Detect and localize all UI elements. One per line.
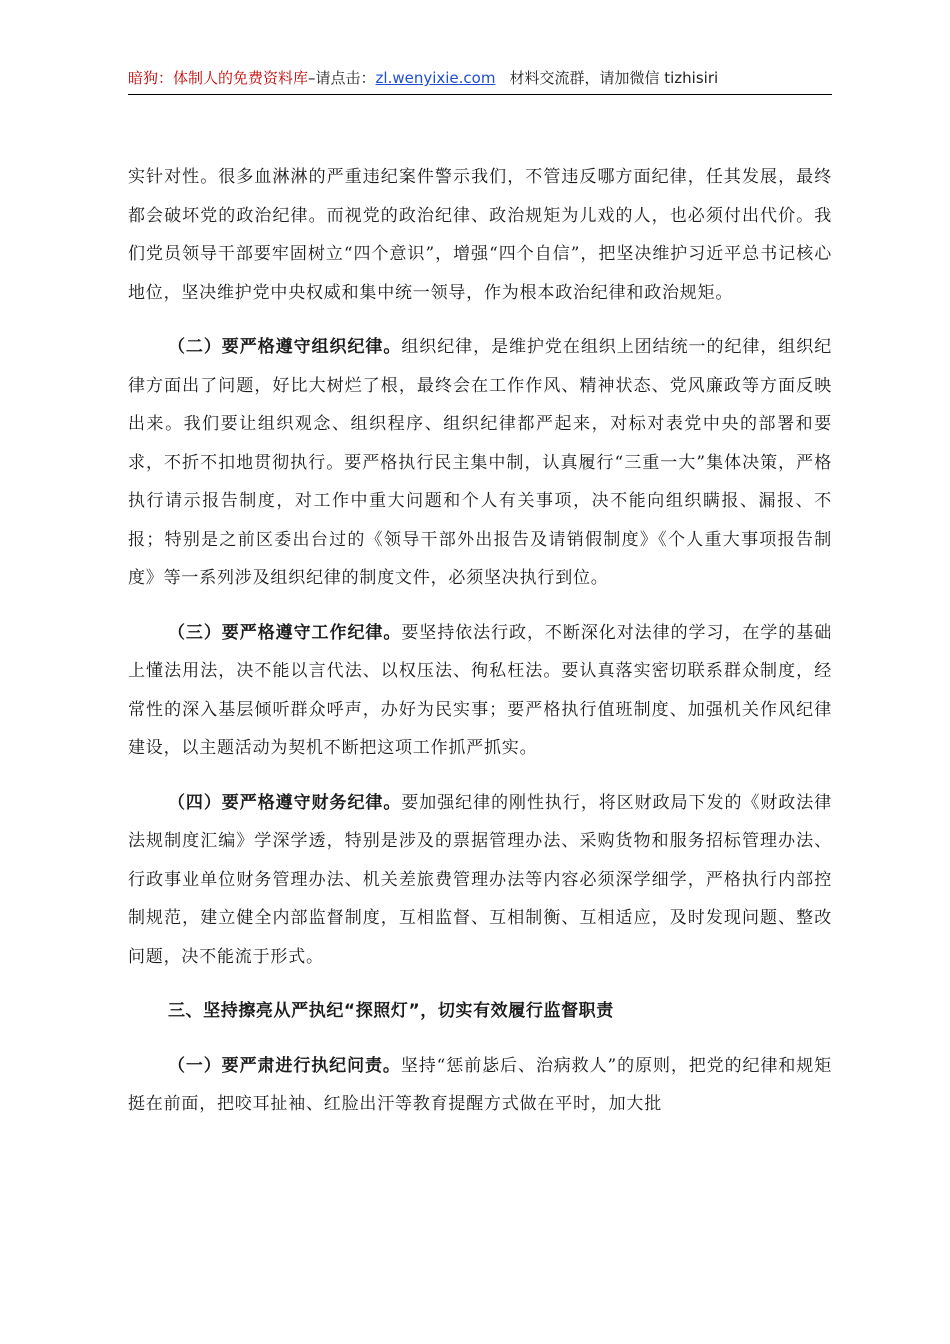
paragraph-text: 要坚持依法行政，不断深化对法律的学习，在学的基础上懂法用法，决不能以言代法、以权压法、徇私枉法。要认真落实密切联系群众制度，经常性的深入基层倾听群众呼声，办好为民实事；要严格执行值班制度、加强机关作风纪律建设，以主题活动为契机不断把这项工作抓严抓实。 [128, 622, 832, 758]
paragraph-work-discipline [128, 614, 832, 768]
paragraph-lead: （四）要严格遵守财务纪律。 [167, 792, 402, 813]
paragraph-lead: （一）要严肃进行执纪问责。 [167, 1055, 401, 1076]
paragraph-financial-discipline [128, 784, 832, 977]
document-body [128, 158, 832, 1140]
paragraph-1: 实针对性。很多血淋淋的严重违纪案件警示我们，不管违反哪方面纪律，任其发展，最终都会破坏党的政治纪律。而视党的政治纪律、政治规矩为儿戏的人，也必须付出代价。我们党员领导干部要牢固树立“四个意识”，增强“四个自信”，把坚决维护习近平总书记核心地位，坚决维护党中央权威和集中统一领导，作为根本政治纪律和政治规矩。 [128, 167, 832, 303]
paragraph-lead: （三）要严格遵守工作纪律。 [167, 622, 402, 643]
header-brand: 暗狗：体制人的免费资料库 [128, 69, 309, 87]
section-heading-3: 三、坚持擦亮从严执纪“探照灯”，切实有效履行监督职责 [167, 1001, 614, 1021]
paragraph-organizational-discipline [128, 328, 832, 598]
paragraph-text: 坚持“惩前毖后、治病救人”的原则，把党的纪律和规矩挺在前面，把咬耳扯袖、红脸出汗等教育提醒方式做在平时，加大批 [128, 1055, 832, 1114]
paragraph-text: 组织纪律，是维护党在组织上团结统一的纪律，组织纪律方面出了问题，好比大树烂了根，最终会在工作作风、精神状态、党风廉政等方面反映出来。我们要让组织观念、组织程序、组织纪律都严起来，对标对表党中央的部署和要求，不折不扣地贯彻执行。要严格执行民主集中制，认真履行“三重一大”集体决策，严格执行请示报告制度，对工作中重大问题和个人有关事项，决不能向组织瞒报、漏报、不报；特别是之前区委出台过的《领导干部外出报告及请销假制度》《个人重大事项报告制度》等一系列涉及组织纪律的制度文件，必须坚决执行到位。 [128, 337, 832, 588]
paragraph-accountability [128, 1047, 832, 1124]
header-contact: 材料交流群，请加微信 tizhisiri [509, 69, 719, 87]
paragraph-lead: （二）要严格遵守组织纪律。 [167, 337, 402, 357]
header-click-prompt: –请点击： [308, 69, 376, 87]
paragraph-text: 要加强纪律的刚性执行，将区财政局下发的《财政法律法规制度汇编》学深学透，特别是涉及的票据管理办法、采购货物和服务招标管理办法、行政事业单位财务管理办法、机关差旅费管理办法等内容必须深学细学，严格执行内部控制规范，建立健全内部监督制度，互相监督、互相制衡、互相适应，及时发现问题、整改问题，决不能流于形式。 [128, 792, 832, 967]
page-header [128, 66, 832, 95]
header-link[interactable]: zl.wenyixie.com [375, 69, 496, 87]
